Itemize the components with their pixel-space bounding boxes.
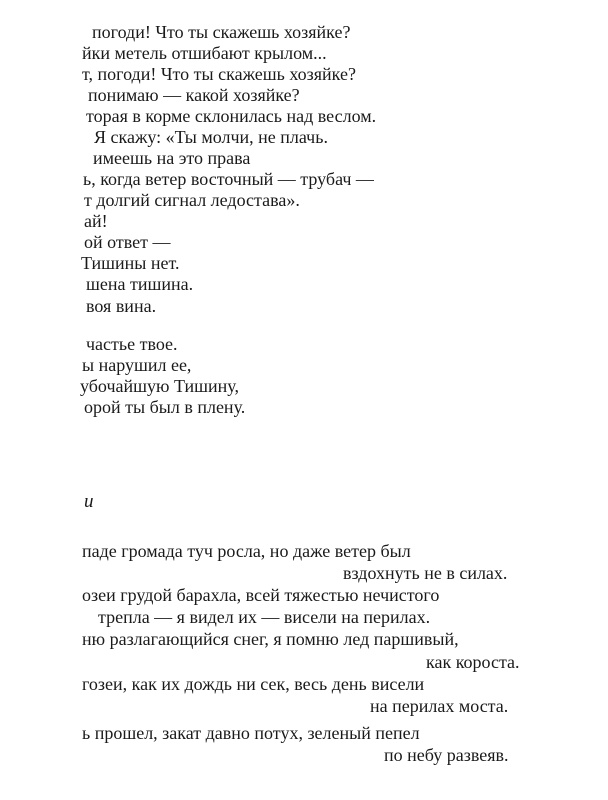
poem-line: ню разлагающийся снег, я помню лед паршивый, bbox=[82, 629, 459, 649]
poem-line: ай! bbox=[84, 211, 108, 231]
poem-line: убочайшую Тишину, bbox=[80, 376, 239, 396]
section-mark: и bbox=[84, 491, 94, 512]
poem-line: Я скажу: «Ты молчи, не плачь. bbox=[94, 127, 328, 147]
poem-line: орой ты был в плену. bbox=[84, 397, 246, 417]
poem-line: гозеи, как их дождь ни сек, весь день висели bbox=[82, 674, 425, 694]
poem-line: ь прошел, закат давно потух, зеленый пепел bbox=[82, 723, 420, 743]
poem-line: ой ответ — bbox=[84, 232, 171, 252]
poem-line: вздохнуть не в силах. bbox=[343, 563, 508, 583]
poem-line: ь, когда ветер восточный — трубач — bbox=[83, 169, 374, 189]
poem-line: понимаю — какой хозяйке? bbox=[88, 85, 300, 105]
poem-line: воя вина. bbox=[86, 296, 157, 316]
poem-line: на перилах моста. bbox=[370, 696, 509, 716]
poem-line: погоди! Что ты скажешь хозяйке? bbox=[92, 22, 351, 42]
poem-line: по небу развеяв. bbox=[384, 745, 509, 765]
poem-line: озеи грудой барахла, всей тяжестью нечистого bbox=[82, 585, 440, 605]
poem-line: трепла — я видел их — висели на перилах. bbox=[98, 607, 431, 627]
poem-line: как короста. bbox=[426, 652, 520, 672]
poem-line: шена тишина. bbox=[86, 274, 194, 294]
poem-line: т долгий сигнал ледостава». bbox=[84, 190, 300, 210]
poem-line: частье твое. bbox=[86, 334, 178, 354]
poem-line: ы нарушил ее, bbox=[82, 355, 192, 375]
poem-line: имеешь на это права bbox=[93, 148, 251, 168]
poem-line: т, погоди! Что ты скажешь хозяйке? bbox=[82, 64, 356, 84]
poem-line: паде громада туч росла, но даже ветер был bbox=[82, 541, 411, 561]
poem-line: йки метель отшибают крылом... bbox=[82, 43, 327, 63]
poem-line: Тишины нет. bbox=[81, 253, 180, 273]
poem-line: торая в корме склонилась над веслом. bbox=[86, 106, 377, 126]
